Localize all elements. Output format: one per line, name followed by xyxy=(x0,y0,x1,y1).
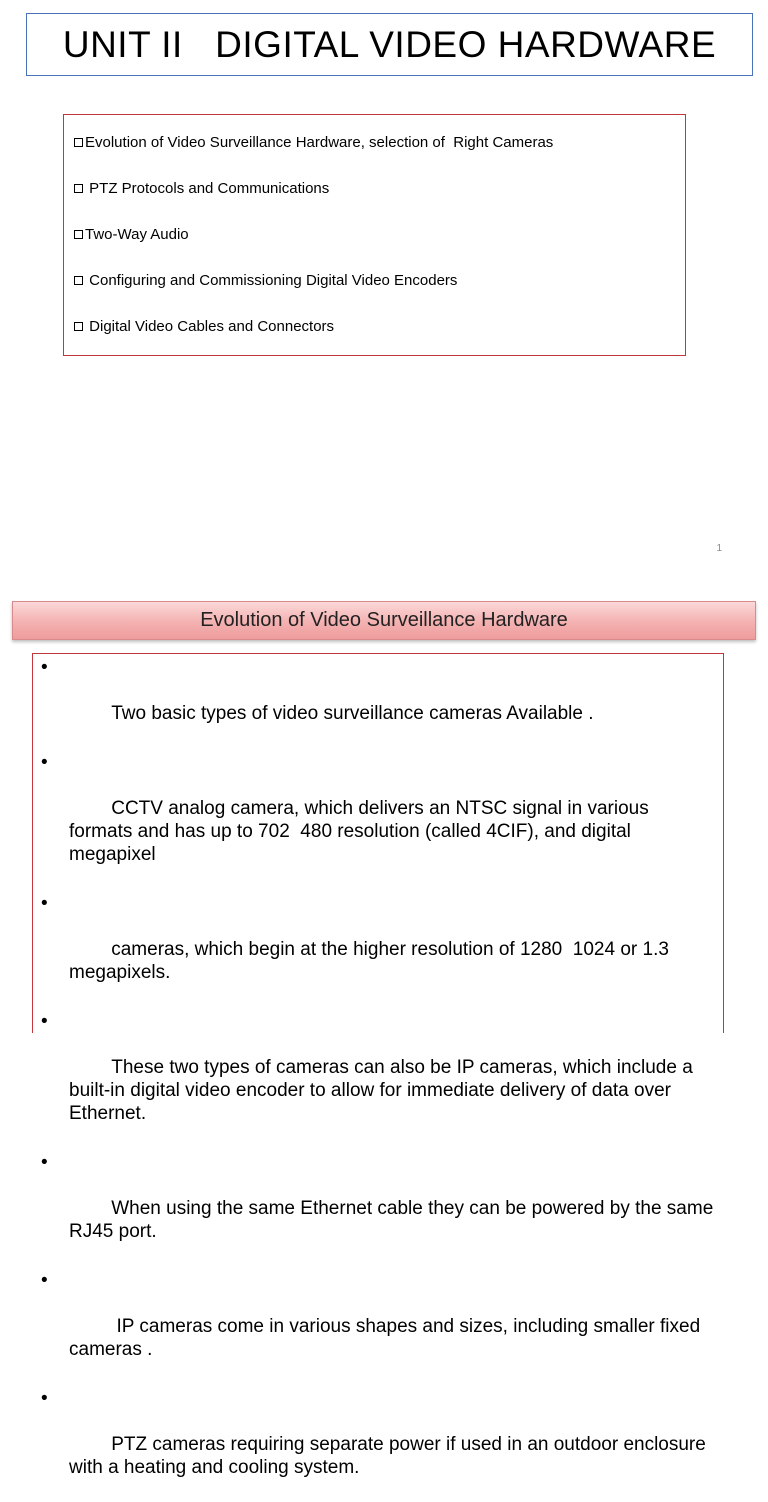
bullet-box xyxy=(32,653,724,1478)
page-number: 1 xyxy=(716,543,722,554)
checkbox-bullet-icon xyxy=(74,184,83,193)
bullet-text: CCTV analog camera, which delivers an NTSC signal in various formats and has up to 702 480 resolution (called 4CIF), and digital megapixel xyxy=(69,798,655,865)
bullet-text: IP cameras come in various shapes and sizes, including smaller fixed cameras . xyxy=(69,1316,706,1360)
bullet-item xyxy=(33,1269,717,1384)
bullet-text: When using the same Ethernet cable they can be powered by the same RJ45 port. xyxy=(69,1198,719,1242)
checkbox-bullet-icon xyxy=(74,230,83,239)
bullet-dot-icon: • xyxy=(41,657,48,678)
checkbox-bullet-icon xyxy=(74,138,83,147)
bullet-item xyxy=(33,1387,717,1502)
bullet-dot-icon: • xyxy=(41,1388,48,1409)
bullet-item xyxy=(33,892,717,1007)
bullet-list xyxy=(33,656,717,1502)
topic-label: Digital Video Cables and Connectors xyxy=(85,317,335,335)
bullet-dot-icon: • xyxy=(41,752,48,773)
topic-item xyxy=(74,303,685,349)
topic-item xyxy=(74,165,685,211)
topics-box xyxy=(63,114,686,356)
topic-label: Evolution of Video Surveillance Hardware, selection of Right Cameras xyxy=(85,133,554,151)
slide-1 xyxy=(0,0,768,575)
bullet-text: cameras, which begin at the higher resolution of 1280 1024 or 1.3 megapixels. xyxy=(69,939,675,983)
bullet-item xyxy=(33,751,717,889)
bullet-dot-icon: • xyxy=(41,1270,48,1291)
bullet-text: These two types of cameras can also be IP cameras, which include a built-in digital video encoder to allow for immediate delivery of data over Ethernet. xyxy=(69,1057,699,1124)
title-box xyxy=(26,13,753,76)
bullet-text: Two basic types of video surveillance cameras Available . xyxy=(111,703,594,724)
section-header: Evolution of Video Surveillance Hardware xyxy=(200,609,568,631)
bullet-dot-icon: • xyxy=(41,1011,48,1032)
slide-2 xyxy=(0,580,768,1478)
topic-item xyxy=(74,211,685,257)
checkbox-bullet-icon xyxy=(74,276,83,285)
topic-item xyxy=(74,119,685,165)
bullet-text: PTZ cameras requiring separate power if used in an outdoor enclosure with a heating and cooling system. xyxy=(69,1434,712,1478)
bullet-item xyxy=(33,1010,717,1148)
section-header-bar xyxy=(12,601,756,640)
topic-label: PTZ Protocols and Communications xyxy=(85,179,330,197)
slide-title: UNIT II DIGITAL VIDEO HARDWARE xyxy=(62,23,717,65)
bullet-item xyxy=(33,1151,717,1266)
topic-label: Configuring and Commissioning Digital Video Encoders xyxy=(85,271,458,289)
bullet-item xyxy=(33,656,717,748)
bullet-dot-icon: • xyxy=(41,893,48,914)
checkbox-bullet-icon xyxy=(74,322,83,331)
topic-item xyxy=(74,257,685,303)
topic-label: Two-Way Audio xyxy=(85,225,189,243)
bullet-dot-icon: • xyxy=(41,1152,48,1173)
